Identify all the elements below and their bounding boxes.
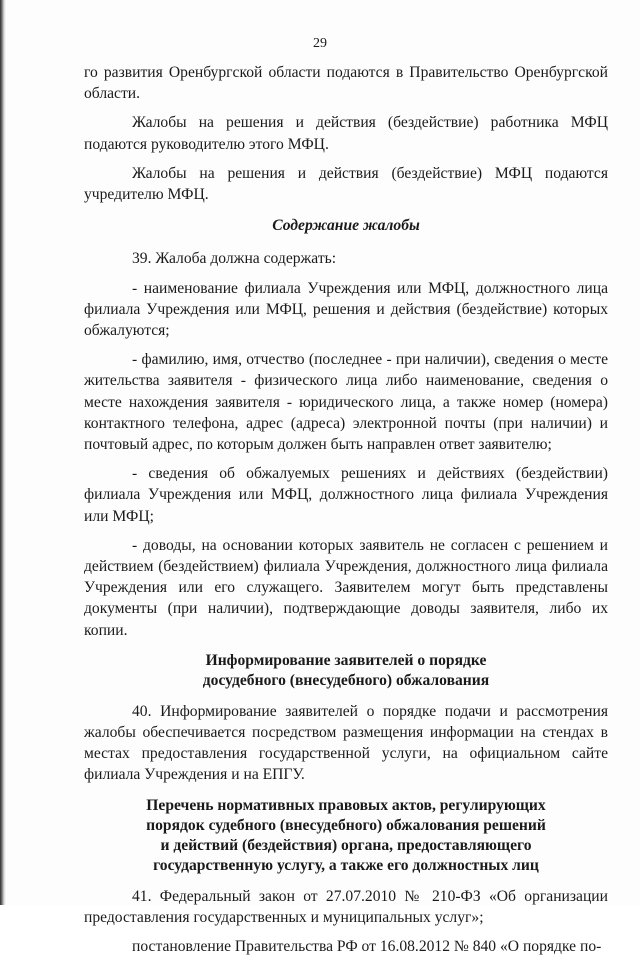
- paragraph-40: 40. Информирование заявителей о порядке подачи и рассмотрения жалобы обеспечивается посредством размещения информации на стендах в местах предоставления государственной услуги, на официальном сайте филиала Учреждения и на ЕПГУ.: [84, 702, 608, 784]
- paragraph-mfc-worker-complaints: Жалобы на решения и действия (бездействие) работника МФЦ подаются руководителю этого МФЦ.: [84, 114, 608, 153]
- heading-legal-acts: [84, 796, 608, 876]
- paragraph-41: 41. Федеральный закон от 27.07.2010 № 210-ФЗ «Об организации предоставления государственных и муниципальных услуг»;: [84, 887, 608, 926]
- heading-legal-acts-line4: государственную услугу, а также его должностных лиц: [153, 856, 539, 874]
- scan-edge-shadow: [0, 0, 6, 905]
- heading-informing-line1: Информирование заявителей о порядке: [205, 651, 487, 669]
- heading-informing-line2: досудебного (внесудебного) обжалования: [202, 671, 490, 689]
- heading-informing: [84, 651, 608, 691]
- paragraph-resolution: постановление Правительства РФ от 16.08.2012 № 840 «О порядке по-: [132, 938, 602, 956]
- paragraph-continuation: го развития Оренбургской области подаются в Правительство Оренбургской области.: [84, 64, 608, 103]
- list-item-name: - наименование филиала Учреждения или МФЦ, должностного лица филиала Учреждения или МФЦ, решения и действия (бездействие) которых обжалуются;: [84, 279, 608, 340]
- list-item-decisions-info: - сведения об обжалуемых решениях и действиях (бездействии) филиала Учреждения или МФЦ, должностного лица филиала Учреждения или МФЦ;: [84, 465, 608, 525]
- paragraph-39: 39. Жалоба должна содержать:: [132, 250, 337, 268]
- page-number: 29: [313, 36, 327, 51]
- heading-legal-acts-line2: порядок судебного (внесудебного) обжалования решений: [146, 816, 546, 834]
- heading-legal-acts-line3: и действий (бездействия) органа, предоставляющего: [160, 836, 532, 854]
- list-item-applicant-info: - фамилию, имя, отчество (последнее - при наличии), сведения о месте жительства заявителя - физического лица либо наименование, сведения о месте нахождения заявителя - юридического лица, а также номер (номера) контактного телефона, адрес (адреса) электронной почты (при наличии) и почтовый адрес, по которым должен быть направлен ответ заявителю;: [84, 351, 608, 454]
- heading-legal-acts-line1: Перечень нормативных правовых актов, регулирующих: [146, 796, 546, 814]
- heading-complaint-content: Содержание жалобы: [272, 217, 420, 235]
- document-body: [84, 62, 608, 965]
- paragraph-mfc-complaints: Жалобы на решения и действия (бездействие) МФЦ подаются учредителю МФЦ.: [84, 164, 608, 204]
- list-item-arguments: - доводы, на основании которых заявитель не согласен с решением и действием (бездействием) филиала Учреждения, должностного лица филиала Учреждения или его служащего. Заявителем могут быть представлены документы (при наличии), подтверждающие доводы заявителя, либо их копии.: [84, 536, 608, 639]
